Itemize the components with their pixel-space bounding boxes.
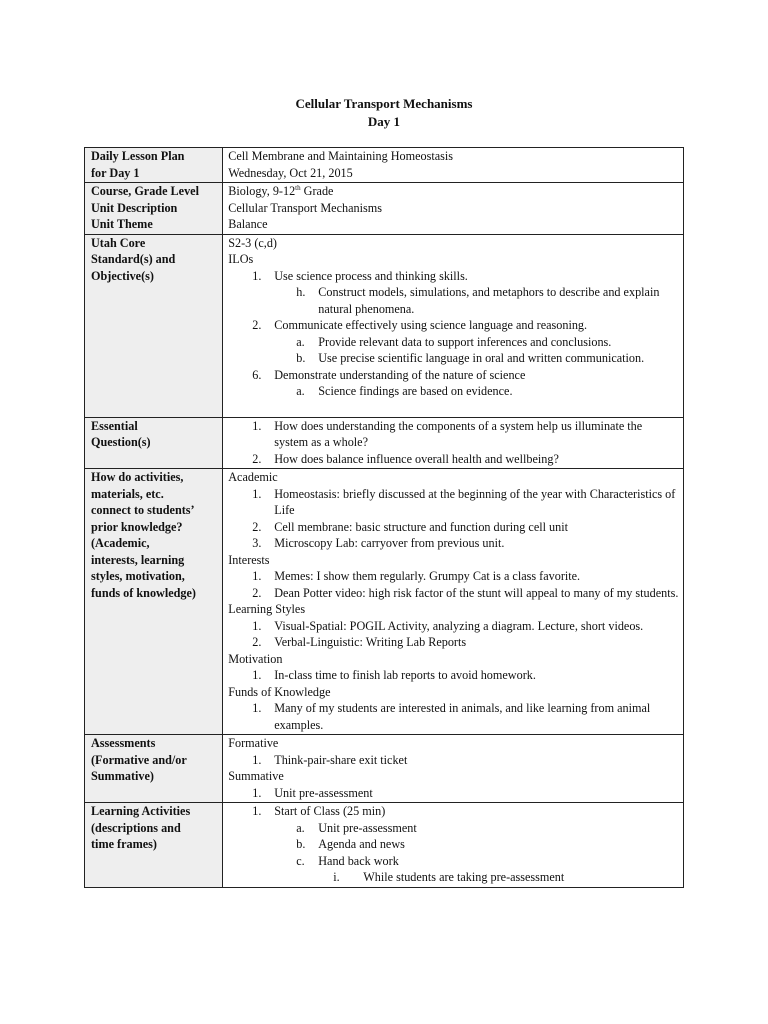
item-text: Biology, 9-12 [228, 184, 296, 198]
section-heading [228, 651, 679, 668]
row-label-line: Summative) [91, 769, 154, 783]
row-label-line: interests, learning [91, 552, 185, 567]
table-row [85, 183, 684, 235]
row-label-line: (descriptions and [91, 820, 181, 835]
item-text: Funds of Knowledge [228, 684, 331, 699]
section-heading [228, 601, 679, 618]
table-row [85, 148, 684, 183]
row-label-line: Unit Theme [91, 217, 153, 231]
row-label-line: Standard(s) and [91, 252, 176, 266]
superscript: th [295, 183, 301, 192]
list-item [228, 585, 679, 602]
section-heading [228, 735, 679, 752]
list-number: b. [296, 351, 306, 365]
list-item [228, 317, 679, 334]
list-item [228, 334, 679, 351]
list-number: 1. [252, 268, 262, 283]
list-item [228, 785, 679, 802]
list-item [228, 820, 679, 837]
item-text: Hand back work [318, 853, 399, 868]
list-number: 1. [252, 701, 262, 715]
list-number: i. [333, 870, 340, 884]
list-number: a. [296, 820, 305, 835]
row-label-line: Course, Grade Level [91, 184, 199, 198]
row-label-line: Utah Core [91, 235, 146, 250]
row-label-line: Question(s) [91, 435, 151, 449]
section-heading [228, 469, 679, 486]
list-item [228, 634, 679, 651]
list-number: 6. [252, 367, 262, 382]
row-content [223, 234, 684, 417]
item-text: Formative [228, 736, 279, 750]
section-heading [228, 684, 679, 701]
row-content [223, 469, 684, 735]
list-item [228, 667, 679, 684]
list-number: a. [296, 334, 305, 349]
list-number: 1. [252, 804, 262, 818]
row-label-line: How do activities, [91, 470, 184, 484]
item-text: Demonstrate understanding of the nature of science [274, 367, 526, 382]
item-text: Use precise scientific language in oral and written communication. [318, 351, 645, 365]
list-item [228, 268, 679, 285]
row-label [85, 234, 223, 417]
row-label [85, 803, 223, 888]
table-row [85, 417, 684, 469]
list-item [228, 752, 679, 769]
item-text: Microscopy Lab: carryover from previous unit. [274, 536, 505, 550]
document-subtitle: Day 1 [367, 114, 401, 129]
item-text: Summative [228, 769, 284, 783]
row-label-line: for Day 1 [91, 165, 140, 180]
list-number: c. [296, 853, 305, 868]
row-label-line: (Formative and/or [91, 752, 187, 767]
list-item [228, 836, 679, 853]
list-item [228, 803, 679, 820]
item-text: In-class time to finish lab reports to avoid homework. [274, 668, 536, 682]
row-label-line: styles, motivation, [91, 569, 185, 583]
item-text: Provide relevant data to support inferences and conclusions. [318, 334, 612, 349]
item-text: Use science process and thinking skills. [274, 268, 468, 283]
row-content [223, 735, 684, 803]
document-title: Cellular Transport Mechanisms [295, 96, 473, 111]
item-text: How does balance influence overall health and wellbeing? [274, 451, 559, 466]
row-label-line: Unit Description [91, 200, 178, 215]
section-heading [228, 552, 679, 569]
list-item [228, 486, 679, 519]
item-text: Verbal-Linguistic: Writing Lab Reports [274, 635, 467, 649]
item-text: Interests [228, 552, 270, 567]
item-text: Learning Styles [228, 602, 306, 616]
section-heading [228, 148, 679, 165]
item-text: Dean Potter video: high risk factor of the stunt will appeal to many of my students. [274, 585, 679, 600]
list-item [228, 451, 679, 468]
table-row [85, 803, 684, 888]
section-heading [228, 235, 679, 252]
item-text: Visual-Spatial: POGIL Activity, analyzing a diagram. Lecture, short videos. [274, 618, 644, 633]
item-text: While students are taking pre-assessment [363, 870, 565, 884]
item-text: Start of Class (25 min) [274, 804, 386, 818]
list-number: 2. [252, 585, 262, 600]
item-text: Homeostasis: briefly discussed at the beginning of the year with Characteristics of Life [274, 486, 676, 517]
table-row [85, 469, 684, 735]
row-content [223, 148, 684, 183]
row-label-line: Essential [91, 418, 138, 433]
list-number: 3. [252, 536, 262, 550]
list-item [228, 350, 679, 367]
item-text-after: Grade [300, 184, 334, 198]
item-text: Cell membrane: basic structure and function during cell unit [274, 519, 569, 534]
list-item [228, 853, 679, 870]
list-number: a. [296, 384, 305, 398]
item-text: S2-3 (c,d) [228, 235, 277, 250]
row-content [223, 417, 684, 469]
row-label-line: Objective(s) [91, 268, 154, 283]
item-text: Construct models, simulations, and metaphors to describe and explain natural phenomena. [318, 285, 660, 316]
row-content [223, 803, 684, 888]
list-item [228, 284, 679, 317]
list-item [228, 535, 679, 552]
list-number: 1. [252, 668, 262, 682]
list-number: 1. [252, 618, 262, 633]
list-item [228, 568, 679, 585]
item-text: Memes: I show them regularly. Grumpy Cat is a class favorite. [274, 569, 581, 583]
item-text: Think-pair-share exit ticket [274, 752, 408, 767]
list-number: 1. [252, 569, 262, 583]
item-text: ILOs [228, 252, 254, 266]
list-number: 1. [252, 785, 262, 800]
section-heading [228, 216, 679, 233]
table-row [85, 735, 684, 803]
list-item [228, 869, 679, 886]
row-label-line: Assessments [91, 736, 156, 750]
item-text: Communicate effectively using science language and reasoning. [274, 318, 588, 332]
list-number: 1. [252, 418, 262, 433]
section-heading [228, 165, 679, 182]
row-label [85, 148, 223, 183]
list-number: 2. [252, 635, 262, 649]
item-text: Cellular Transport Mechanisms [228, 200, 382, 215]
row-label [85, 183, 223, 235]
list-number: 2. [252, 318, 262, 332]
item-text: Science findings are based on evidence. [318, 384, 513, 398]
section-heading [228, 183, 679, 200]
row-label [85, 469, 223, 735]
list-item [228, 700, 679, 733]
item-text: Balance [228, 217, 268, 231]
item-text: Wednesday, Oct 21, 2015 [228, 165, 353, 180]
row-label-line: time frames) [91, 837, 157, 851]
row-label-line: materials, etc. [91, 486, 164, 501]
section-heading [228, 200, 679, 217]
list-number: 2. [252, 451, 262, 466]
row-label-line: prior knowledge? [91, 519, 183, 534]
list-number: h. [296, 285, 306, 299]
item-text: Motivation [228, 651, 283, 666]
list-item [228, 418, 679, 451]
item-text: How does understanding the components of a system help us illuminate the system as a whole? [274, 418, 643, 449]
lesson-plan-table [84, 147, 684, 888]
list-item [228, 383, 679, 400]
list-item [228, 618, 679, 635]
section-heading [228, 768, 679, 785]
row-label [85, 735, 223, 803]
item-text: Many of my students are interested in animals, and like learning from animal examples. [274, 701, 651, 732]
item-text: Agenda and news [318, 837, 405, 851]
section-heading [228, 251, 679, 268]
item-text: Unit pre-assessment [318, 820, 417, 835]
row-label-line: Learning Activities [91, 804, 191, 818]
row-label-line: (Academic, [91, 536, 150, 550]
item-text: Unit pre-assessment [274, 785, 373, 800]
list-number: 2. [252, 519, 262, 534]
item-text: Academic [228, 470, 278, 484]
list-number: 1. [252, 752, 262, 767]
item-text: Cell Membrane and Maintaining Homeostasis [228, 149, 453, 163]
row-content [223, 183, 684, 235]
list-number: 1. [252, 486, 262, 501]
list-number: b. [296, 837, 306, 851]
row-label-line: connect to students’ [91, 503, 195, 517]
row-label [85, 417, 223, 469]
cell-spacer [228, 400, 679, 416]
list-item [228, 367, 679, 384]
table-row [85, 234, 684, 417]
row-label-line: funds of knowledge) [91, 585, 196, 600]
row-label-line: Daily Lesson Plan [91, 149, 185, 163]
list-item [228, 519, 679, 536]
